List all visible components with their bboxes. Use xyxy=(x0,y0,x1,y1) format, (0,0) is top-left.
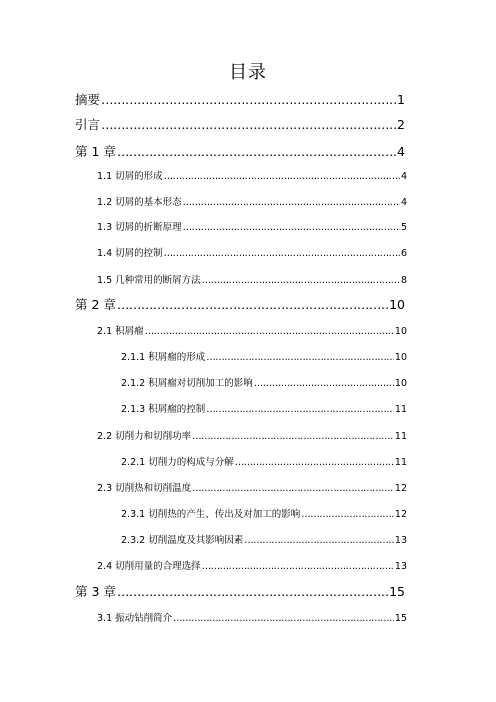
toc-entry[interactable] xyxy=(97,247,407,260)
toc-entry-page: 10 xyxy=(394,326,407,337)
toc-entry-label: 1.4 切屑的控制 xyxy=(97,248,163,259)
toc-entry-page: 10 xyxy=(394,378,407,389)
toc-entry-label: 2.1.3 积屑瘤的控制 xyxy=(121,404,206,415)
toc-entry[interactable] xyxy=(97,560,407,573)
toc-entry[interactable] xyxy=(121,508,407,521)
toc-entry-page: 13 xyxy=(394,535,407,546)
toc-entry-page: 13 xyxy=(394,561,407,572)
toc-entry-page: 8 xyxy=(400,275,407,286)
toc-entry[interactable] xyxy=(121,456,407,469)
toc-entry-label: 1.5 几种常用的断屑方法 xyxy=(97,275,201,286)
toc-leader-dots xyxy=(101,117,396,133)
toc-title: 目录 xyxy=(229,62,267,83)
toc-entry-label: 2.3.1 切削热的产生、传出及对加工的影响 xyxy=(121,509,301,520)
toc-entry-page: 4 xyxy=(400,197,407,208)
toc-entry[interactable] xyxy=(75,92,405,108)
toc-entry-page: 2 xyxy=(397,117,405,132)
toc-entry-page: 6 xyxy=(400,248,407,259)
toc-entry-page: 4 xyxy=(397,144,405,159)
toc-entry[interactable] xyxy=(75,584,405,600)
toc-entry-label: 第 1 章 xyxy=(75,144,116,159)
toc-entry-page: 11 xyxy=(394,431,407,442)
toc-entry-page: 15 xyxy=(394,613,407,624)
toc-entry[interactable] xyxy=(97,325,407,338)
toc-entry[interactable] xyxy=(75,117,405,133)
toc-leader-dots xyxy=(235,456,394,469)
toc-entry-page: 1 xyxy=(397,92,405,107)
toc-entry[interactable] xyxy=(75,297,405,313)
toc-entry-page: 4 xyxy=(400,171,407,182)
toc-entry-page: 15 xyxy=(389,584,405,599)
toc-leader-dots xyxy=(254,377,394,390)
toc-entry-label: 第 2 章 xyxy=(75,297,116,312)
toc-leader-dots xyxy=(173,612,394,625)
toc-entry[interactable] xyxy=(121,534,407,547)
toc-leader-dots xyxy=(202,274,400,287)
toc-entry-page: 11 xyxy=(394,457,407,468)
toc-entry-label: 引言 xyxy=(75,117,101,132)
toc-entry-label: 1.2 切屑的基本形态 xyxy=(97,197,182,208)
toc-leader-dots xyxy=(164,247,400,260)
toc-entry-label: 2.2 切削力和切削功率 xyxy=(97,431,192,442)
toc-entry-label: 2.1.2 积屑瘤对切削加工的影响 xyxy=(121,378,253,389)
toc-leader-dots xyxy=(117,584,388,600)
toc-entry-label: 3.1 振动钻削简介 xyxy=(97,613,173,624)
toc-entry-page: 10 xyxy=(389,297,405,312)
toc-entry[interactable] xyxy=(97,612,407,625)
toc-entry[interactable] xyxy=(121,403,407,416)
toc-entry-label: 2.3 切削热和切削温度 xyxy=(97,483,192,494)
toc-entry[interactable] xyxy=(97,221,407,234)
toc-leader-dots xyxy=(206,351,394,364)
toc-entry-page: 12 xyxy=(394,509,407,520)
toc-leader-dots xyxy=(117,297,388,313)
toc-entry-page: 11 xyxy=(394,404,407,415)
toc-leader-dots xyxy=(202,560,394,573)
toc-entry-page: 10 xyxy=(394,352,407,363)
toc-leader-dots xyxy=(244,534,394,547)
toc-entry-page: 12 xyxy=(394,483,407,494)
toc-entry[interactable] xyxy=(121,377,407,390)
toc-leader-dots xyxy=(192,482,394,495)
toc-entry-label: 摘要 xyxy=(75,92,101,107)
toc-leader-dots xyxy=(145,325,394,338)
toc-leader-dots xyxy=(301,508,394,521)
toc-leader-dots xyxy=(206,403,394,416)
toc-entry-label: 2.4 切削用量的合理选择 xyxy=(97,561,201,572)
toc-entry[interactable] xyxy=(121,351,407,364)
toc-entry[interactable] xyxy=(97,274,407,287)
toc-leader-dots xyxy=(164,170,400,183)
toc-entry-label: 第 3 章 xyxy=(75,584,116,599)
toc-entry[interactable] xyxy=(75,144,405,160)
toc-entry[interactable] xyxy=(97,430,407,443)
toc-entry-page: 5 xyxy=(400,222,407,233)
toc-entry-label: 1.3 切屑的折断原理 xyxy=(97,222,182,233)
toc-leader-dots xyxy=(183,221,400,234)
toc-leader-dots xyxy=(101,92,396,108)
toc-leader-dots xyxy=(117,144,396,160)
toc-leader-dots xyxy=(183,196,400,209)
toc-leader-dots xyxy=(192,430,394,443)
toc-entry-label: 2.1.1 积屑瘤的形成 xyxy=(121,352,206,363)
toc-entry-label: 1.1 切屑的形成 xyxy=(97,171,163,182)
toc-entry-label: 2.3.2 切削温度及其影响因素 xyxy=(121,535,244,546)
toc-entry-label: 2.2.1 切削力的构成与分解 xyxy=(121,457,234,468)
toc-entry-label: 2.1 积屑瘤 xyxy=(97,326,144,337)
toc-entry[interactable] xyxy=(97,196,407,209)
toc-entry[interactable] xyxy=(97,170,407,183)
toc-entry[interactable] xyxy=(97,482,407,495)
